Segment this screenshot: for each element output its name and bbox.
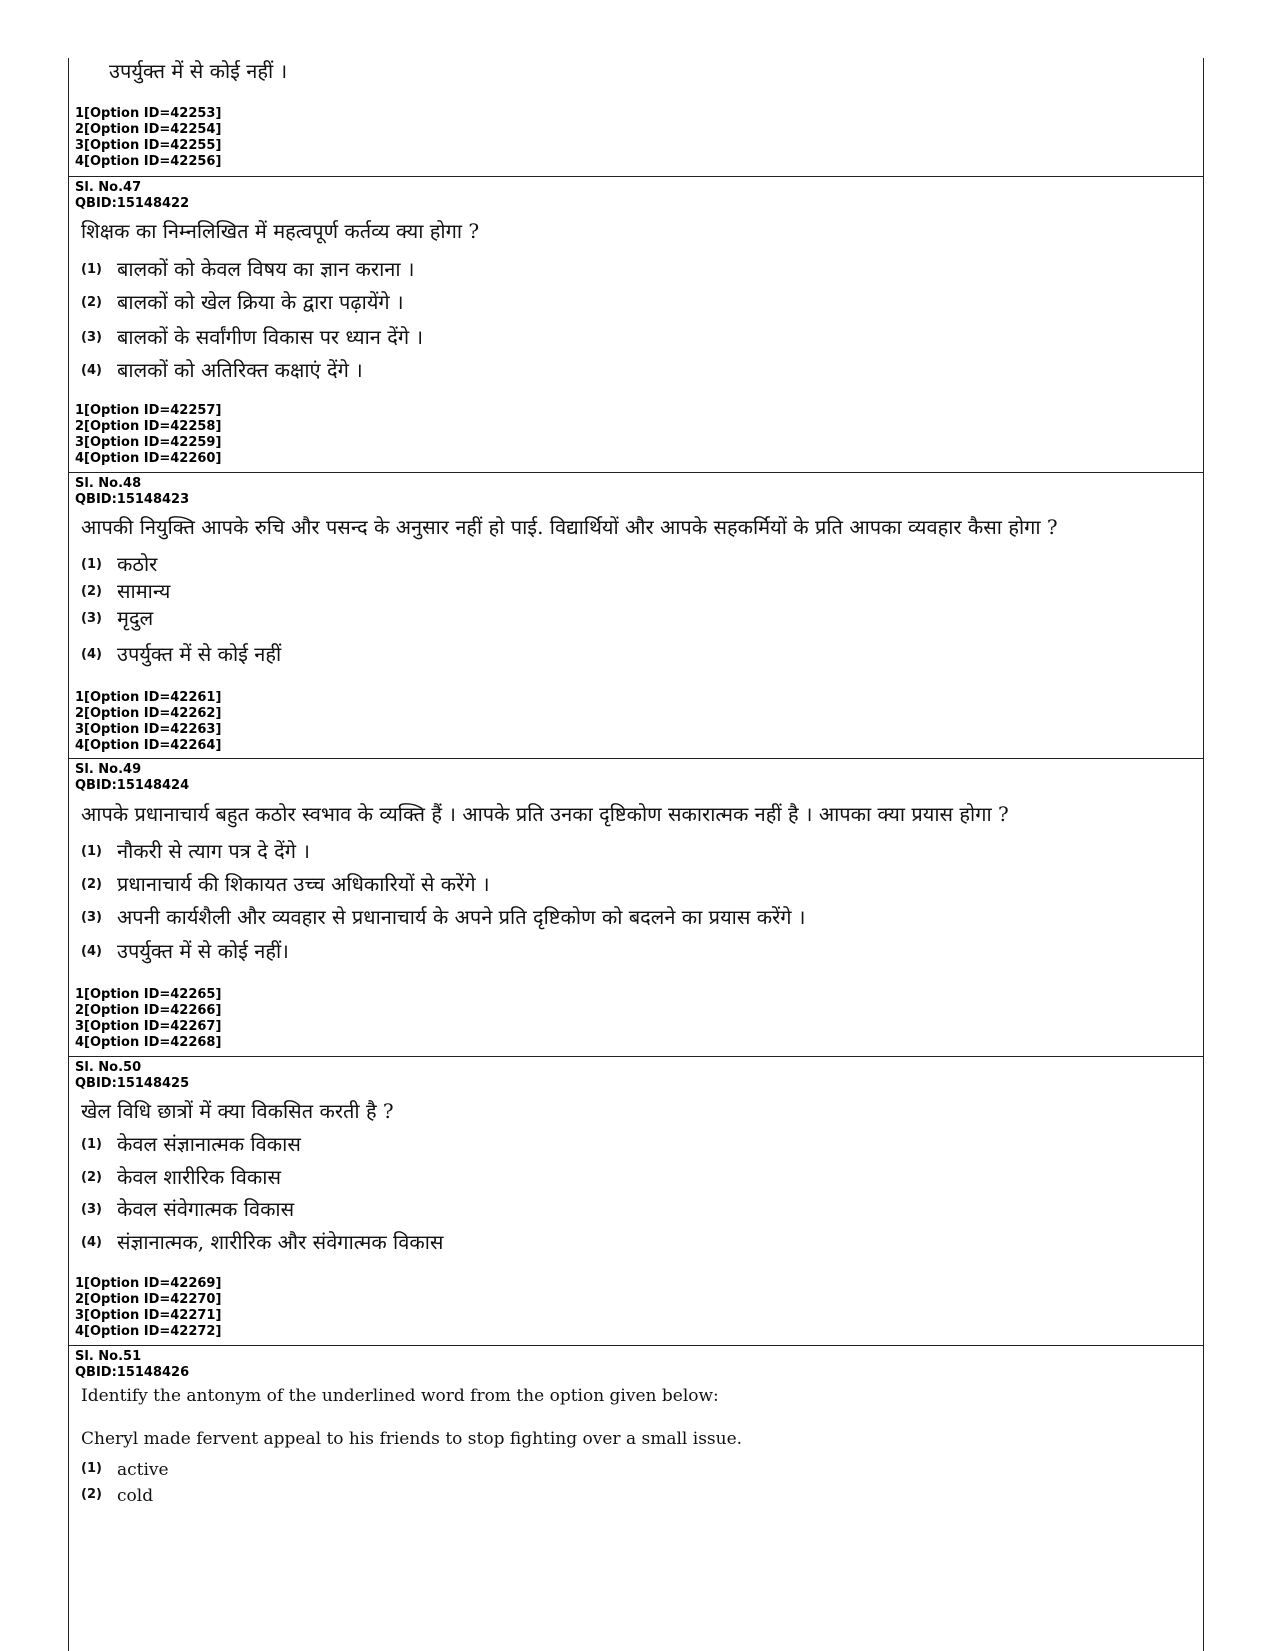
option-text: केवल शारीरिक विकास (117, 1165, 281, 1189)
option (81, 1482, 153, 1509)
option-id: 1[Option ID=42269] (75, 1276, 222, 1291)
question-text: शिक्षक का निम्नलिखित में महत्वपूर्ण कर्तव्य क्या होगा ? (81, 219, 480, 243)
option-number: (1) (81, 557, 102, 572)
option-number: (2) (81, 1487, 102, 1502)
option-number: (1) (81, 262, 102, 277)
option-text: केवल संज्ञानात्मक विकास (117, 1132, 301, 1156)
option-text: केवल संवेगात्मक विकास (117, 1197, 295, 1221)
option (81, 871, 490, 898)
question-paper-page (68, 58, 1204, 1651)
option-ids (75, 690, 221, 754)
option (81, 1196, 294, 1223)
option-number: (4) (81, 1235, 102, 1250)
option-id: 1[Option ID=42261] (75, 690, 222, 705)
option (81, 551, 157, 578)
option (81, 1131, 301, 1158)
option-number: (4) (81, 944, 102, 959)
option-id: 1[Option ID=42265] (75, 987, 222, 1002)
serial-number: Sl. No.48 (75, 476, 142, 491)
option (81, 938, 289, 965)
option-number: (3) (81, 910, 102, 925)
option (81, 904, 805, 931)
option (81, 838, 310, 865)
option-number: (3) (81, 611, 102, 626)
divider (69, 1056, 1203, 1057)
option-text: cold (117, 1486, 154, 1506)
question-header (75, 762, 189, 794)
option-ids (75, 1276, 221, 1340)
option-text: active (117, 1460, 169, 1480)
question-text: खेल विधि छात्रों में क्या विकसित करती है ? (81, 1099, 394, 1123)
question-header (75, 1060, 189, 1092)
option-text: उपर्युक्त में से कोई नहीं (117, 642, 282, 666)
option-id: 4[Option ID=42260] (75, 451, 222, 466)
option-id: 4[Option ID=42272] (75, 1324, 222, 1339)
option-id: 4[Option ID=42256] (75, 154, 222, 169)
option-id: 2[Option ID=42258] (75, 419, 222, 434)
option-id: 3[Option ID=42259] (75, 435, 222, 450)
option-id: 3[Option ID=42271] (75, 1308, 222, 1323)
option-id: 2[Option ID=42266] (75, 1003, 222, 1018)
question-text: आपकी नियुक्ति आपके रुचि और पसन्द के अनुसार नहीं हो पाई. विद्यार्थियों और आपके सहकर्मियों के प्रति आपका व्यवहार कैसा होगा ? (81, 515, 1058, 539)
option-number: (1) (81, 1137, 102, 1152)
option (81, 641, 281, 668)
option-id: 1[Option ID=42257] (75, 403, 222, 418)
option-id: 2[Option ID=42270] (75, 1292, 222, 1307)
option-number: (2) (81, 584, 102, 599)
option-text: बालकों को केवल विषय का ज्ञान कराना । (117, 257, 415, 281)
option-text: उपर्युक्त में से कोई नहीं। (117, 939, 289, 963)
option-number: (1) (81, 844, 102, 859)
option-text: बालकों के सर्वांगीण विकास पर ध्यान देंगे । (117, 325, 424, 349)
qbid: QBID:15148424 (75, 778, 190, 793)
option-id: 2[Option ID=42262] (75, 706, 222, 721)
option-number: (2) (81, 1170, 102, 1185)
option-text: कठोर (117, 552, 158, 576)
question-text: Identify the antonym of the underlined word from the option given below: (81, 1386, 719, 1406)
option-text: प्रधानाचार्य की शिकायत उच्च अधिकारियों से करेंगे । (117, 872, 490, 896)
option-number: (1) (81, 1461, 102, 1476)
question-header (75, 476, 189, 508)
divider (69, 472, 1203, 473)
divider (69, 176, 1203, 177)
option-id: 4[Option ID=42268] (75, 1035, 222, 1050)
option (81, 256, 414, 283)
qbid: QBID:15148423 (75, 492, 190, 507)
serial-number: Sl. No.50 (75, 1060, 142, 1075)
serial-number: Sl. No.49 (75, 762, 142, 777)
option-number: (4) (81, 363, 102, 378)
divider (69, 1345, 1203, 1346)
option-id: 3[Option ID=42267] (75, 1019, 222, 1034)
option-number: (2) (81, 877, 102, 892)
option (81, 605, 153, 632)
option-text: बालकों को खेल क्रिया के द्वारा पढ़ायेंगे । (117, 290, 404, 314)
divider (69, 758, 1203, 759)
question-sentence: Cheryl made fervent appeal to his friends to stop fighting over a small issue. (81, 1429, 743, 1449)
option-text: संज्ञानात्मक, शारीरिक और संवेगात्मक विकास (117, 1230, 444, 1254)
option-ids (75, 987, 221, 1051)
option-id: 3[Option ID=42263] (75, 722, 222, 737)
option (81, 1456, 169, 1483)
option-text: सामान्य (117, 579, 171, 603)
option-id: 1[Option ID=42253] (75, 106, 222, 121)
option-id: 4[Option ID=42264] (75, 738, 222, 753)
question-header (75, 180, 189, 212)
option (81, 578, 170, 605)
option (81, 1164, 281, 1191)
option (81, 289, 404, 316)
option (81, 324, 423, 351)
prev-last-option: उपर्युक्त में से कोई नहीं । (109, 59, 288, 83)
question-text: आपके प्रधानाचार्य बहुत कठोर स्वभाव के व्यक्ति हैं । आपके प्रति उनका दृष्टिकोण सकारात्मक नहीं है । आपका क्या प्रयास होगा ? (81, 802, 1009, 826)
option (81, 1229, 443, 1256)
qbid: QBID:15148422 (75, 196, 190, 211)
option (81, 357, 363, 384)
qbid: QBID:15148426 (75, 1365, 190, 1380)
option-number: (2) (81, 295, 102, 310)
prev-option-ids (75, 106, 221, 170)
serial-number: Sl. No.47 (75, 180, 142, 195)
serial-number: Sl. No.51 (75, 1349, 142, 1364)
option-text: नौकरी से त्याग पत्र दे देंगे । (117, 839, 310, 863)
option-number: (3) (81, 330, 102, 345)
option-number: (4) (81, 647, 102, 662)
qbid: QBID:15148425 (75, 1076, 190, 1091)
option-number: (3) (81, 1202, 102, 1217)
option-id: 2[Option ID=42254] (75, 122, 222, 137)
option-text: बालकों को अतिरिक्त कक्षाएं देंगे । (117, 358, 363, 382)
question-header (75, 1349, 189, 1381)
option-text: अपनी कार्यशैली और व्यवहार से प्रधानाचार्य के अपने प्रति दृष्टिकोण को बदलने का प्रयास करेंगे । (117, 905, 806, 929)
option-text: मृदुल (117, 606, 154, 630)
option-id: 3[Option ID=42255] (75, 138, 222, 153)
option-ids (75, 403, 221, 467)
